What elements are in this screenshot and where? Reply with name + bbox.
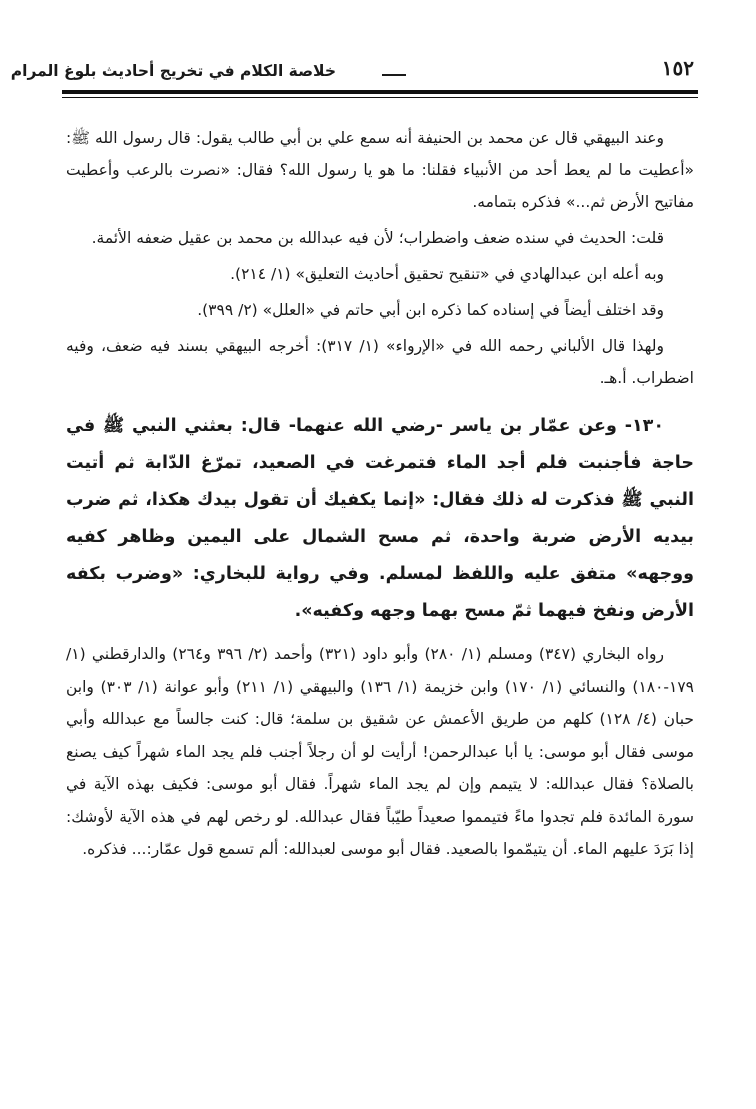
page-body	[66, 122, 694, 866]
page-header	[10, 54, 694, 90]
header-rule-thin	[62, 97, 698, 98]
hadith-130: ١٣٠- وعن عمّار بن ياسر -رضي الله عنهما- قال: بعثني النبي ﷺ في حاجة فأجنبت فلم أجد الماء فتمرغت في الصعيد، تمرّغ الدّابة ثم أتيت النبي ﷺ فذكرت له ذلك فقال: «إنما يكفيك أن تقول بيدك هكذا، ثم ضرب بيديه الأرض ضربة واحدة، ثم مسح الشمال على اليمين وظاهر كفيه ووجهه» متفق عليه واللفظ لمسلم. وفي رواية للبخاري: «وضرب بكفه الأرض ونفخ فيهما ثمّ مسح بهما وجهه وكفيه».	[66, 416, 694, 621]
paragraph-ilal: وقد اختلف أيضاً في إسناده كما ذكره ابن أبي حاتم في «العلل» (٢/ ٣٩٩).	[197, 301, 664, 319]
paragraph-bayhaqi-narration: وعند البيهقي قال عن محمد بن الحنيفة أنه سمع علي بن أبي طالب يقول: قال رسول الله ﷺ: «أعطيت ما لم يعط أحد من الأنبياء فقلنا: ما هو يا رسول الله؟ فقال: «نصرت بالرعب وأعطيت مفاتيح الأرض ثم...» فذكره بتمامه.	[66, 129, 694, 211]
header-dash-divider	[382, 74, 406, 76]
running-title: خلاصة الكلام في تخريج أحاديث بلوغ المرام	[10, 62, 336, 80]
paragraph-ibn-abdulhadi: وبه أعله ابن عبدالهادي في «تنقيح تحقيق أحاديث التعليق» (١/ ٢١٤).	[230, 265, 664, 283]
takhrij-paragraph: رواه البخاري (٣٤٧) ومسلم (١/ ٢٨٠) وأبو داود (٣٢١) وأحمد (٢/ ٣٩٦ و٢٦٤) والدارقطني (١/ ١٧٩-١٨٠) والنسائي (١/ ١٧٠) وابن خزيمة (١/ ١٣٦) والبيهقي (١/ ٢١١) وأبو عوانة (١/ ٣٠٣) وابن حبان (٤/ ١٢٨) كلهم من طريق الأعمش عن شقيق بن سلمة؛ قال: كنت جالساً مع عبدالله وأبي موسى فقال أبو موسى: يا أبا عبدالرحمن! أرأيت لو أن رجلاً أجنب فلم يجد الماء شهراً كيف يصنع بالصلاة؟ فقال عبدالله: لا يتيمم وإن لم يجد الماء شهراً. فقال أبو موسى: فكيف بهذه الآية في سورة المائدة فلم تجدوا ماءً فتيمموا صعيداً طيّباً فقال عبدالله. لو رخص لهم في هذه الآية لأوشك: إذا بَرَدَ عليهم الماء. أن يتيمّموا بالصعيد. فقال أبو موسى لعبدالله: ألم تسمع قول عمّار:... فذكره.	[66, 645, 694, 858]
page-number: ١٥٢	[661, 56, 694, 80]
paragraph-albani: ولهذا قال الألباني رحمه الله في «الإرواء» (١/ ٣١٧): أخرجه البيهقي بسند فيه ضعف، وفيه اضطراب. أ.هـ.	[66, 337, 694, 387]
header-rule-thick	[62, 90, 698, 94]
paragraph-chain-weakness: قلت: الحديث في سنده ضعف واضطراب؛ لأن فيه عبدالله بن محمد بن عقيل ضعفه الأئمة.	[91, 229, 664, 247]
